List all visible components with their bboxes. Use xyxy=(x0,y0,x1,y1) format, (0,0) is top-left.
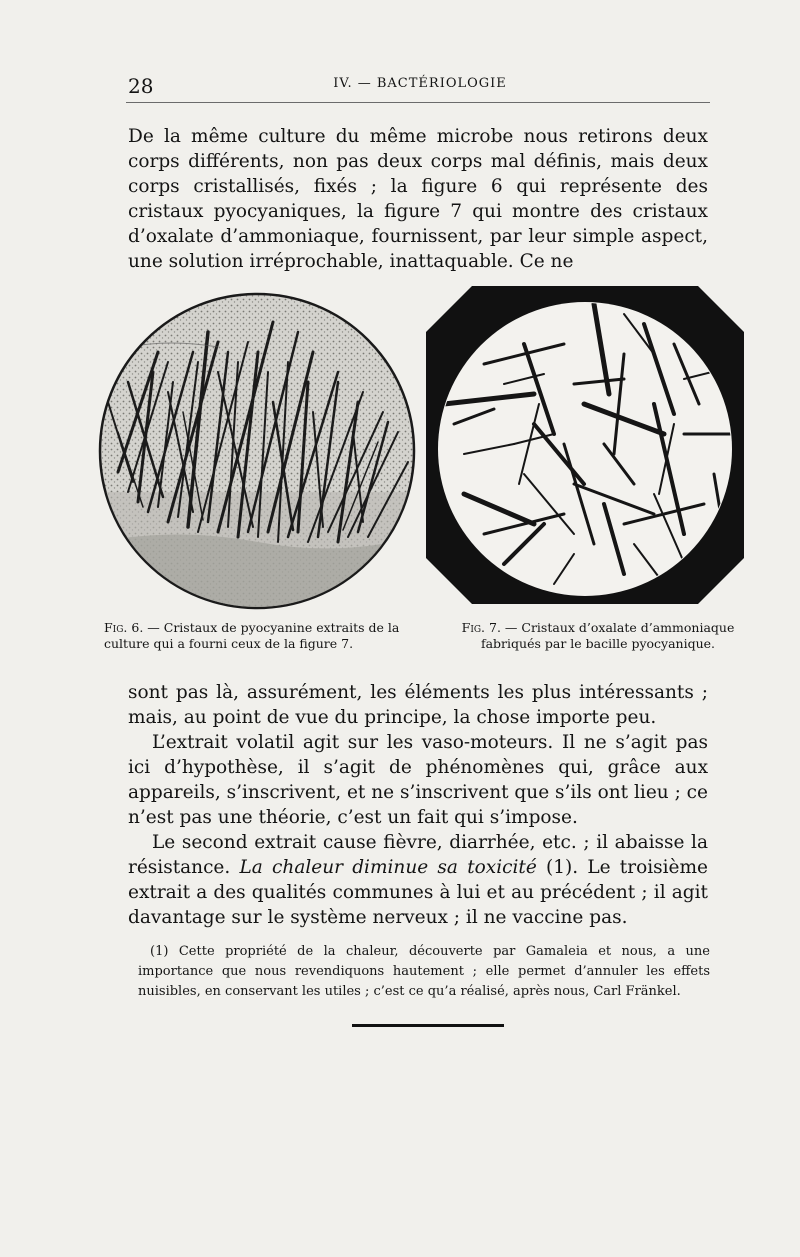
continued-text xyxy=(128,680,708,930)
running-title: IV. — BACTÉRIOLOGIE xyxy=(333,76,507,91)
paragraph-1: De la même culture du même microbe nous retirons deux corps différents, non pas deux corps mal définis, mais deux corps cristallisés, fixés ; la figure 6 qui représente des cristaux pyocyaniques, la figure 7 qui montre des cristaux d’oxalate d’ammoniaque, fournissent, par leur simple aspect, une solution irréprochable, inattaquable. Ce ne xyxy=(128,126,708,272)
paragraph-4 xyxy=(128,830,708,930)
end-rule xyxy=(352,1024,504,1027)
figure-7-oxalate-crystals xyxy=(424,284,746,606)
figure-7-caption-text: — Cristaux d’oxalate d’ammoniaque fabriqués par le bacille pyocyanique. xyxy=(480,620,735,651)
figure-6-caption-text: — Cristaux de pyocyanine extraits de la culture qui a fourni ceux de la figure 7. xyxy=(104,620,400,651)
figure-6-label: Fig. 6. xyxy=(104,620,144,635)
paragraph-2: sont pas là, assurément, les éléments les plus intéressants ; mais, au point de vue du principe, la chose importe peu. xyxy=(128,682,708,728)
figure-6-pyocyanine-crystals xyxy=(98,292,416,610)
figure-7-label: Fig. 7. xyxy=(461,620,501,635)
paragraph-4-italic: La chaleur diminue sa toxicité xyxy=(239,857,537,878)
footnote: (1) Cette propriété de la chaleur, découverte par Gamaleia et nous, a une importance que nous revendiquons hautement ; elle permet d’annuler les effets nuisibles, en conservant les utiles ; c’est ce qu’a réalisé, après nous, Carl Fränkel. xyxy=(138,944,710,999)
paragraph-4-start: Le second extrait cause fièvre, diarrhée, etc. ; il abaisse la résistance. xyxy=(128,832,708,878)
paragraph-3: L’extrait volatil agit sur les vaso-moteurs. Il ne s’agit pas ici d’hypothèse, il s’agit de phénomènes qui, grâce aux appareils, s’inscrivent, et ne s’inscrivent que s’ils ont lieu ; ce n’est pas une théorie, c’est un fait qui s’impose. xyxy=(128,732,708,828)
paragraph-4-end: (1). Le troisième extrait a des qualités communes à lui et au précédent ; il agit davantage sur le système nerveux ; il ne vaccine pas. xyxy=(128,857,708,928)
figure-6-caption xyxy=(104,620,414,652)
figure-7-caption xyxy=(448,620,748,652)
header-rule xyxy=(126,102,710,103)
page-number: 28 xyxy=(128,74,154,98)
